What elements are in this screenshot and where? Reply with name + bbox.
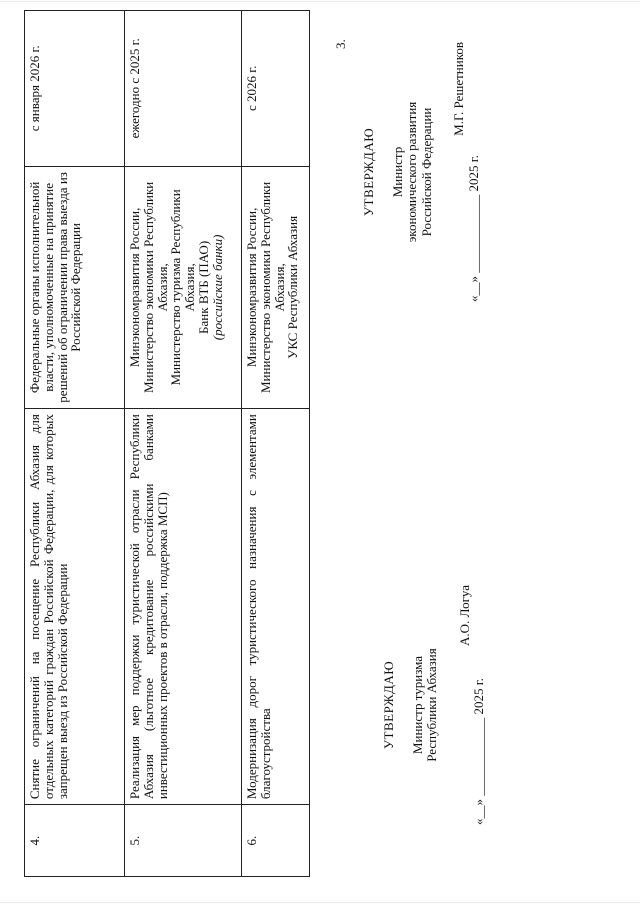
approval-block-left [382,585,487,825]
position-line: Министр туризма [409,655,425,755]
executor: Федеральные органы исполнительной власти, уполномоченные на принятие решений об ограничении права выезда из Российской Федерации [27,172,84,403]
executors-cell [242,166,310,409]
signatory-name: А.О. Логуа [456,585,472,646]
executor: Минэкономразвития России, [244,207,259,368]
approval-date: «__» ____________ 2025 г. [471,678,487,825]
signatory-name: М.Г. Решетников [451,42,467,136]
term-cell: ежегодно с 2025 г. [125,11,242,167]
position-line: Республики Абхазия [424,648,440,762]
term-cell: с января 2026 г. [25,11,125,167]
approval-position [391,42,435,302]
executor: Министерство экономики Республики Абхазия, [257,181,287,394]
position-line: экономического развития [404,101,420,243]
executors-cell [25,166,125,409]
executor-note: (российские банки) [209,234,225,341]
row-number: 5. [125,805,242,877]
executor: Министерство экономики Республики Абхазия, [140,181,170,394]
approval-header: УТВЕРЖДАЮ [381,660,396,750]
row-number: 4. [25,805,125,877]
measure-description: Снятие ограничений на посещение Республики Абхазия для отдельных категорий граждан Российской Федерации, для которых запрещен выезд из Российской Федерации [25,409,125,805]
measures-table [24,10,310,877]
table-row [25,11,125,877]
measure-description: Реализация мер поддержки туристической отрасли Республики Абхазия (льготное кредитование российскими банками инвестиционных проектов в отрасли, поддержка МСП) [125,409,242,805]
executor: Минэкономразвития России, [127,207,142,368]
approval-position [411,585,440,825]
executor: Министерство туризма Республики Абхазия, [168,189,198,386]
page-number: 3. [333,39,348,49]
executors-cell [125,166,242,409]
executor: Банк ВТБ (ПАО) [195,240,211,334]
term-cell: с 2026 г. [242,11,310,167]
position-line: Российской Федерации [418,107,434,237]
approval-date: «__» ____________ 2025 г. [465,155,481,302]
measure-description: Модернизация дорог туристического назначения с элементами благоустройства [242,409,310,805]
approval-header: УТВЕРЖДАЮ [361,127,376,217]
position-line: Министр [389,146,405,198]
row-number: 6. [242,805,310,877]
executor: УКС Республики Абхазия [285,215,301,359]
table-row [242,11,310,877]
approval-block-right [362,42,481,302]
table-row [125,11,242,877]
